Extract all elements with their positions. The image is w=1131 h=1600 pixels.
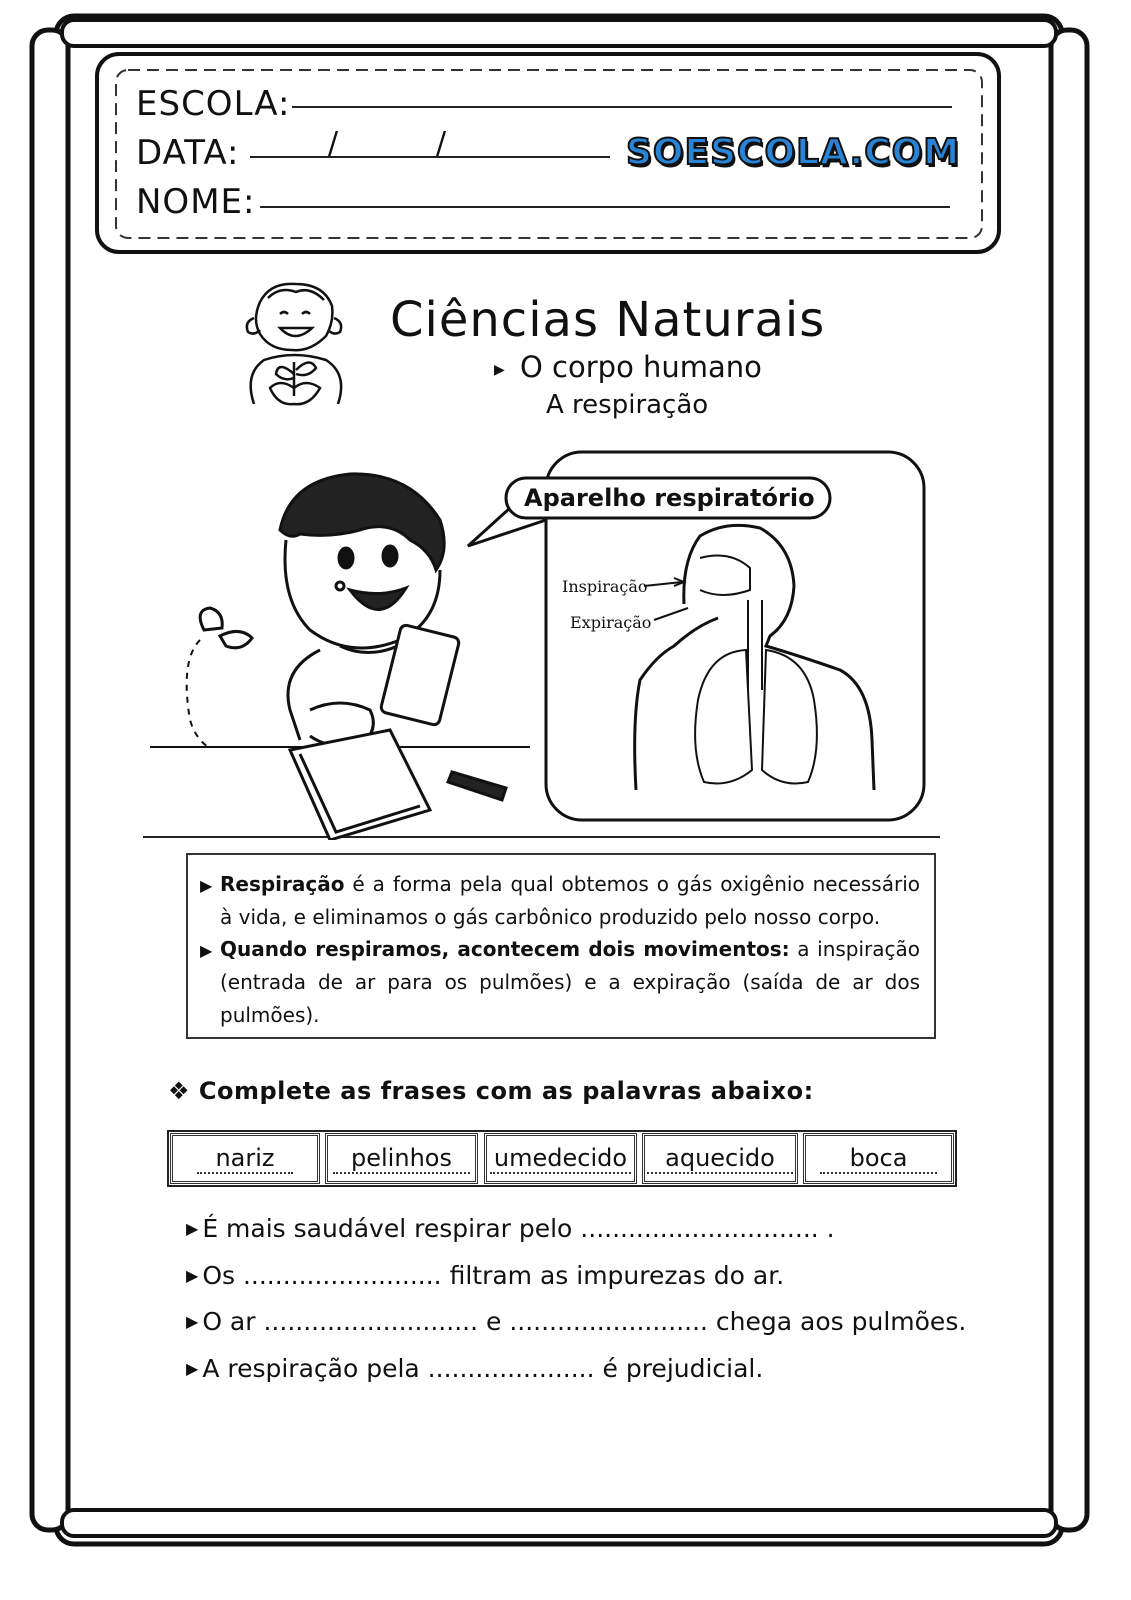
sentence-text: Os ......................... filtram as impurezas do ar. (202, 1261, 785, 1290)
word-boca (803, 1133, 954, 1184)
subtitle: O corpo humano (520, 350, 762, 384)
sentence-2[interactable] (186, 1261, 784, 1290)
word-text: boca (820, 1144, 938, 1174)
info-movimentos-text: a inspiração (entrada de ar para os pulmões) e a expiração (saída de ar dos pulmões). (220, 937, 921, 1027)
escola-field[interactable] (292, 106, 952, 108)
bullet-triangle: ▶ (186, 1266, 199, 1285)
page-title: Ciências Naturais (390, 292, 826, 348)
sentence-4[interactable] (186, 1354, 763, 1383)
info-respiracao (220, 868, 920, 934)
date-slash: / (328, 126, 339, 161)
word-text: nariz (197, 1144, 292, 1174)
bullet-triangle: ▶ (186, 1312, 199, 1331)
exercise-instruction: ❖ Complete as frases com as palavras abaixo: (168, 1077, 814, 1105)
inspiracao-label: Inspiração (562, 577, 648, 596)
escola-label: ESCOLA: (136, 84, 291, 124)
word-pelinhos (325, 1133, 478, 1184)
topic: A respiração (546, 390, 709, 420)
sentence-1[interactable] (186, 1214, 835, 1243)
nome-field[interactable] (260, 206, 950, 208)
nome-label: NOME: (136, 182, 256, 222)
word-nariz (170, 1133, 320, 1184)
bullet-triangle: ▶ (186, 1219, 199, 1238)
sentence-text: É mais saudável respirar pelo .............................. . (202, 1214, 835, 1243)
info-movimentos-term: Quando respiramos, acontecem dois movimentos: (220, 937, 790, 961)
info-movimentos (220, 933, 920, 1032)
data-field[interactable] (250, 156, 610, 158)
bullet-triangle: ▶ (186, 1359, 199, 1378)
boy-plant-illustration (240, 278, 352, 418)
date-slash: / (436, 126, 447, 161)
expiracao-label: Expiração (570, 613, 652, 632)
word-text: umedecido (490, 1144, 631, 1174)
word-text: pelinhos (333, 1144, 470, 1174)
word-umedecido (484, 1133, 637, 1184)
sentence-3[interactable] (186, 1307, 966, 1336)
site-logo: SOESCOLA.COM (626, 132, 961, 173)
bullet-triangle: ▶ (200, 941, 213, 960)
sentence-text: A respiração pela ..................... é prejudicial. (202, 1354, 764, 1383)
bubble-label: Aparelho respiratório (524, 484, 815, 512)
word-text: aquecido (647, 1144, 793, 1174)
sentence-text: O ar ........................... e ......................... chega aos pulmões. (202, 1307, 967, 1336)
bullet-triangle: ▶ (494, 362, 505, 378)
info-respiracao-text: é a forma pela qual obtemos o gás oxigênio necessário à vida, e eliminamos o gás carbônico produzido pelo nosso corpo. (220, 872, 920, 929)
word-aquecido (642, 1133, 798, 1184)
data-label: DATA: (136, 133, 240, 173)
bullet-triangle: ▶ (200, 876, 213, 895)
info-respiracao-term: Respiração (220, 872, 345, 896)
